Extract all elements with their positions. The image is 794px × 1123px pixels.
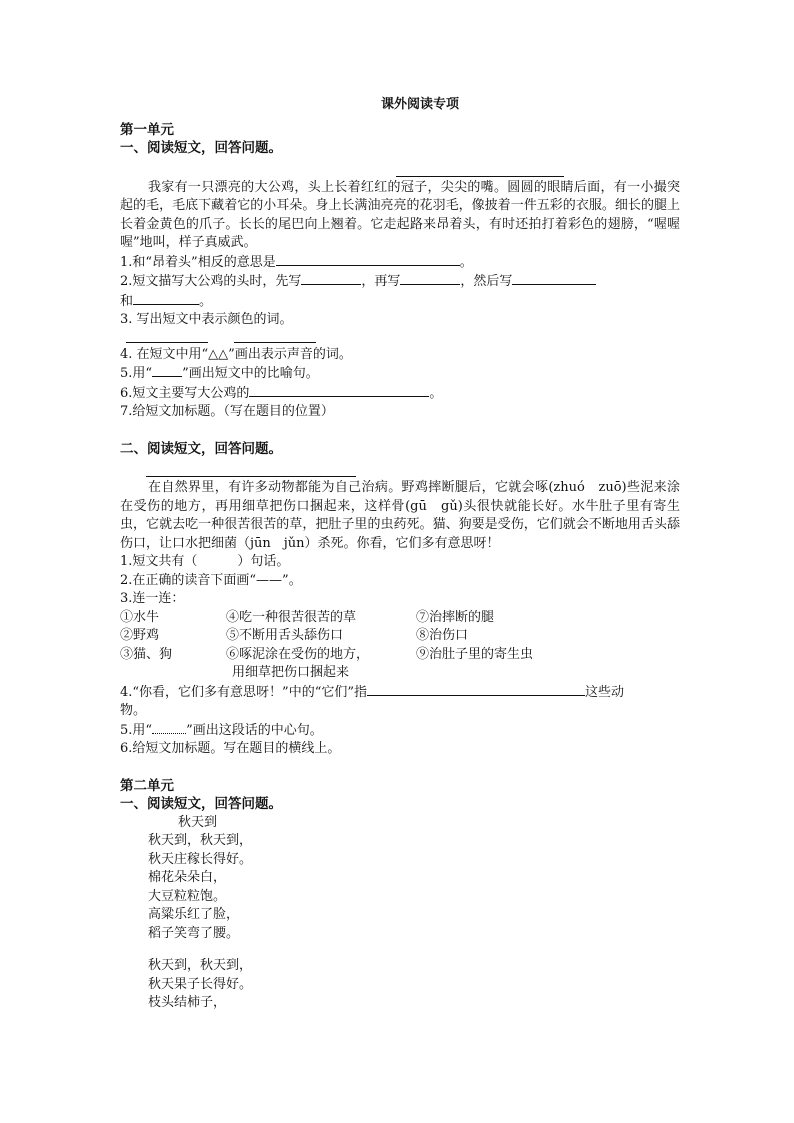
worksheet-page: [120, 96, 680, 1013]
poem-line: 秋天到，秋天到，: [148, 833, 253, 848]
question-2: 2.在正确的读音下面画“——”。: [120, 572, 302, 588]
poem-line: 枝头结柿子，: [148, 995, 227, 1010]
answer-blank[interactable]: [234, 330, 316, 343]
poem-stanza-2: [148, 957, 680, 1013]
unit1-heading: 第一单元: [120, 121, 174, 138]
answer-blank[interactable]: [400, 272, 460, 285]
answer-blank[interactable]: [126, 330, 208, 343]
question-2: 2.短文描写大公鸡的头时，先写 ，再写 ，然后写: [120, 272, 680, 292]
question-1: 1.短文共有（ ）句话。: [120, 554, 290, 569]
question-4: 4. 在短文中用“△△”画出表示声音的词。: [120, 346, 352, 362]
answer-blank[interactable]: [133, 292, 199, 305]
match-row[interactable]: ②野鸡 ⑤不断用舌头舔伤口 ⑧治伤口: [120, 628, 469, 643]
poem-line: 稻子笑弯了腰。: [148, 925, 240, 941]
poem-line: 高粱乐红了脸，: [148, 907, 240, 922]
unit2-sec1-heading: 一、阅读短文，回答问题。: [120, 796, 282, 812]
wavy-line-sample: [152, 721, 186, 734]
animals-passage: 在自然界里，有许多动物都能为自己治病。野鸡摔断腿后，它就会啄(zhuó zuō)些泥来涂在受伤的地方，再用细草把伤口捆起来，这样骨(gū gǔ)头很快就能长好。水牛肚子里有寄生虫，它就去吃一种很苦很苦的草，把肚子里的虫药死。猫、狗要是受伤，它们就会不断地用舌头舔伤口，让口水把细菌（jūn jǔn）杀死。你看，它们多有意思呀！: [120, 480, 680, 551]
answer-blank[interactable]: [512, 272, 596, 285]
page-title: 课外阅读专项: [380, 97, 459, 112]
poem-line: 秋天到，秋天到，: [148, 958, 253, 973]
underline-sample: [152, 364, 182, 377]
unit1-sec1-heading: 一、阅读短文，回答问题。: [120, 140, 282, 156]
unit1-sec2-heading: 二、阅读短文，回答问题。: [120, 440, 282, 457]
poem-line: 秋天庄稼长得好。: [148, 851, 253, 867]
question-5: 5.用“ ”画出短文中的比喻句。: [120, 366, 319, 381]
question-6: 6.短文主要写大公鸡的 。: [120, 385, 443, 401]
question-1: 1.和“昂着头”相反的意思是 。: [120, 254, 473, 270]
question-4-cont: 物。: [120, 703, 147, 718]
answer-blank[interactable]: [301, 272, 361, 285]
unit2-heading: 第二单元: [120, 777, 174, 794]
poem-line: 棉花朵朵白，: [148, 870, 227, 885]
poem-title: 秋天到: [178, 814, 218, 830]
question-7: 7.给短文加标题。（写在题目的位置）: [120, 404, 334, 419]
answer-blank[interactable]: [249, 384, 429, 397]
answer-blank[interactable]: [367, 683, 585, 696]
answer-blank[interactable]: [276, 253, 460, 266]
poem-stanza-1: [148, 832, 680, 943]
title-blank-line[interactable]: [146, 464, 356, 477]
question-6: 6.给短文加标题。写在题目的横线上。: [120, 741, 341, 756]
question-2-cont: 和 。: [120, 293, 213, 309]
poem-line: 秋天果子长得好。: [148, 976, 253, 992]
match-extra: 用细草把伤口捆起来: [232, 665, 350, 680]
question-5: 5.用“ ”画出这段话的中心句。: [120, 722, 323, 738]
rooster-passage: 我家有一只漂亮的大公鸡，头上长着红红的冠子，尖尖的嘴。圆圆的眼睛后面，有一小撮突起的毛，毛底下藏着它的小耳朵。身上长满油亮亮的花羽毛，像披着一件五彩的衣服。细长的腿上长着金黄色的爪子。长长的尾巴向上翘着。它走起路来昂着头，有时还拍打着彩色的翅膀，“喔喔喔”地叫，样子真威武。: [120, 179, 680, 250]
poem-line: 大豆粒粒饱。: [148, 888, 227, 904]
question-3: 3.连一连：: [120, 591, 185, 606]
color-word-blanks: [120, 330, 680, 346]
question-4: 4.“你看，它们多有意思呀！”中的“它们”指 这些动: [120, 684, 625, 700]
title-blank-line[interactable]: [396, 164, 564, 177]
match-row[interactable]: ③猫、狗 ⑥啄泥涂在受伤的地方， ⑨治肚子里的寄生虫: [120, 646, 534, 662]
match-row[interactable]: ①水牛 ④吃一种很苦很苦的草 ⑦治摔断的腿: [120, 609, 495, 625]
question-3: 3. 写出短文中表示颜色的词。: [120, 312, 293, 327]
